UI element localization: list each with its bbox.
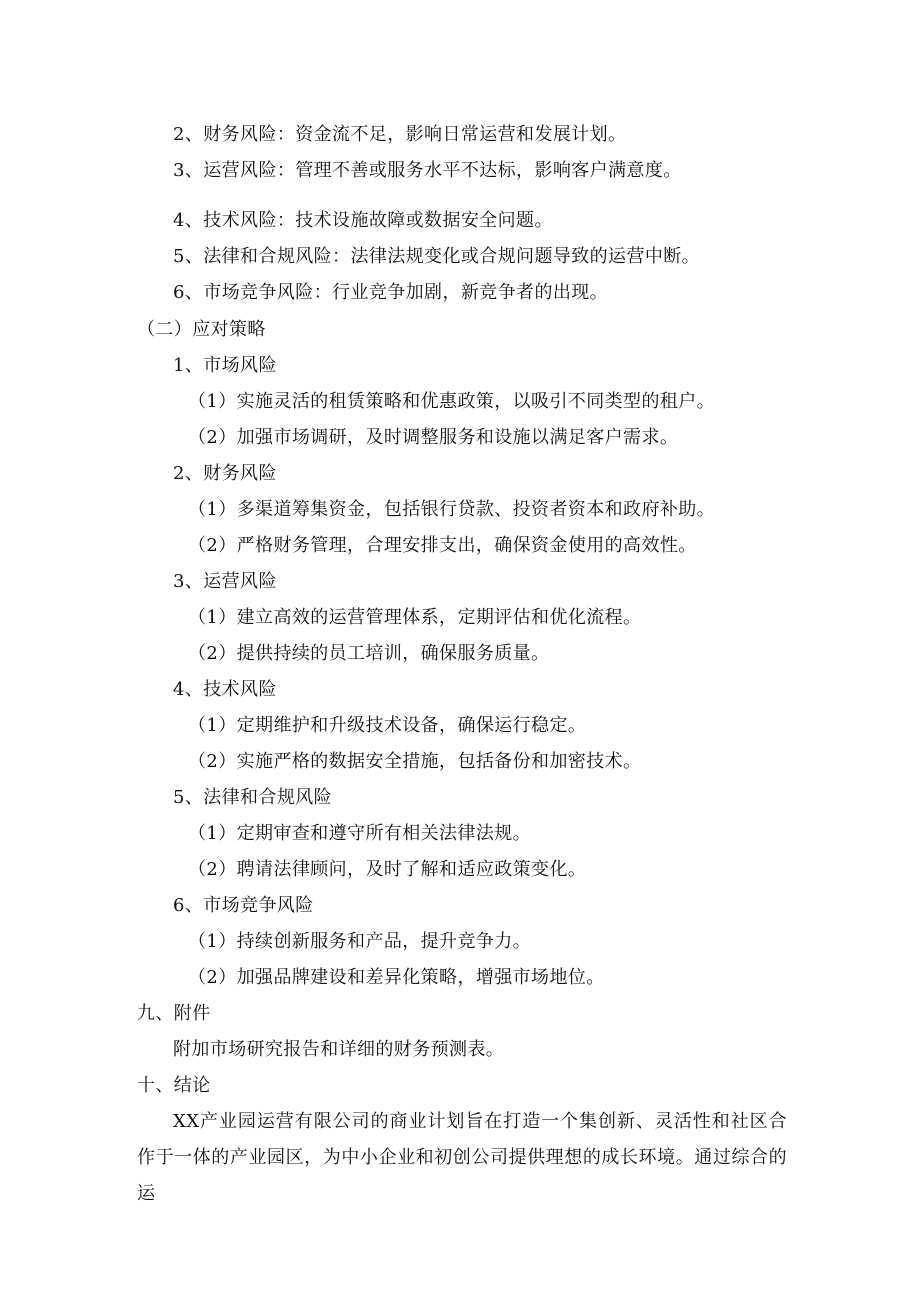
strategy-item: （2）聘请法律顾问，及时了解和适应政策变化。 xyxy=(188,859,587,880)
strategy-title-legal: 5、法律和合规风险 xyxy=(173,787,333,808)
strategy-item: （1）建立高效的运营管理体系，定期评估和优化流程。 xyxy=(188,607,642,628)
risk-item-legal: 5、法律和合规风险：法律法规变化或合规问题导致的运营中断。 xyxy=(173,246,701,267)
strategy-title-finance: 2、财务风险 xyxy=(173,463,277,484)
section-heading-conclusion: 十、结论 xyxy=(137,1075,211,1096)
strategy-item: （2）实施严格的数据安全措施，包括备份和加密技术。 xyxy=(188,751,642,772)
strategy-item: （1）定期审查和遵守所有相关法律法规。 xyxy=(188,823,532,844)
strategy-title-tech: 4、技术风险 xyxy=(173,679,277,700)
conclusion-paragraph: XX产业园运营有限公司的商业计划旨在打造一个集创新、灵活性和社区合作于一体的产业园区，为中小企业和初创公司提供理想的成长环境。通过综合的运 xyxy=(137,1111,787,1204)
strategy-item: （2）提供持续的员工培训，确保服务质量。 xyxy=(188,643,550,664)
strategy-title-market: 1、市场风险 xyxy=(173,355,277,376)
risk-item-operation: 3、运营风险：管理不善或服务水平不达标，影响客户满意度。 xyxy=(173,160,682,181)
strategy-title-operation: 3、运营风险 xyxy=(173,571,277,592)
appendix-text: 附加市场研究报告和详细的财务预测表。 xyxy=(173,1039,505,1060)
strategy-title-competition: 6、市场竞争风险 xyxy=(173,895,314,916)
risk-item-competition: 6、市场竞争风险：行业竞争加剧，新竞争者的出现。 xyxy=(173,282,609,303)
strategy-item: （1）实施灵活的租赁策略和优惠政策，以吸引不同类型的租户。 xyxy=(188,391,716,412)
strategy-item: （1）定期维护和升级技术设备，确保运行稳定。 xyxy=(188,715,587,736)
strategy-item: （1）持续创新服务和产品，提升竞争力。 xyxy=(188,931,532,952)
strategy-item: （2）严格财务管理，合理安排支出，确保资金使用的高效性。 xyxy=(188,535,697,556)
risk-item-finance: 2、财务风险：资金流不足，影响日常运营和发展计划。 xyxy=(173,124,627,145)
risk-item-tech: 4、技术风险：技术设施故障或数据安全问题。 xyxy=(173,210,553,231)
section-heading-strategy: （二）应对策略 xyxy=(137,319,266,340)
strategy-item: （2）加强市场调研，及时调整服务和设施以满足客户需求。 xyxy=(188,427,679,448)
strategy-item: （2）加强品牌建设和差异化策略，增强市场地位。 xyxy=(188,967,605,988)
strategy-item: （1）多渠道筹集资金，包括银行贷款、投资者资本和政府补助。 xyxy=(188,499,716,520)
section-heading-appendix: 九、附件 xyxy=(137,1003,211,1024)
